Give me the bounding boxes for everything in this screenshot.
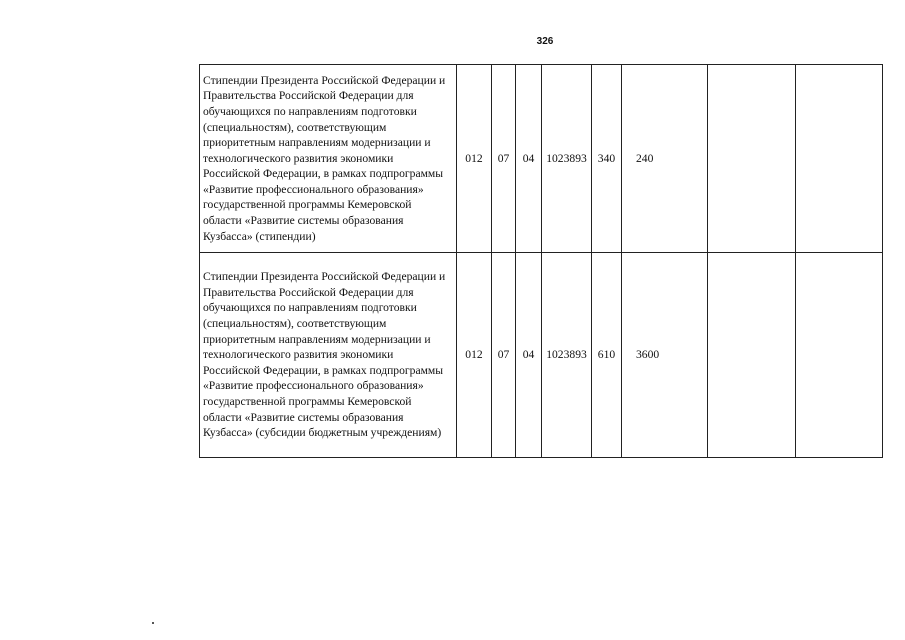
table-row	[200, 253, 883, 458]
page-number: 326	[536, 36, 554, 47]
table-row	[200, 65, 883, 253]
budget-table	[199, 64, 883, 458]
empty-cell	[708, 253, 796, 458]
ministry-code: 012	[457, 253, 492, 458]
subsection-code: 04	[516, 65, 542, 253]
expense-type-code: 340	[592, 65, 622, 253]
target-article-code: 1023893	[542, 65, 592, 253]
section-code: 07	[492, 253, 516, 458]
section-code: 07	[492, 65, 516, 253]
row-description: Стипендии Президента Российской Федерации и Правительства Российской Федерации для обучающихся по направлениям подготовки (специальностям), соответствующим приоритетным направлениям модернизации и технологического развития экономики Российской Федерации, в рамках подпрограммы «Развитие профессионального образования» государственной программы Кемеровской области «Развитие системы образования Кузбасса» (стипендии)	[200, 65, 457, 253]
empty-cell	[796, 253, 883, 458]
expense-type-code: 610	[592, 253, 622, 458]
amount-value: 3600	[622, 253, 708, 458]
scan-speck	[152, 622, 154, 624]
empty-cell	[796, 65, 883, 253]
empty-cell	[708, 65, 796, 253]
ministry-code: 012	[457, 65, 492, 253]
amount-value: 240	[622, 65, 708, 253]
row-description: Стипендии Президента Российской Федерации и Правительства Российской Федерации для обучающихся по направлениям подготовки (специальностям), соответствующим приоритетным направлениям модернизации и технологического развития экономики Российской Федерации, в рамках подпрограммы «Развитие профессионального образования» государственной программы Кемеровской области «Развитие системы образования Кузбасса» (субсидии бюджетным учреждениям)	[200, 253, 457, 458]
subsection-code: 04	[516, 253, 542, 458]
target-article-code: 1023893	[542, 253, 592, 458]
